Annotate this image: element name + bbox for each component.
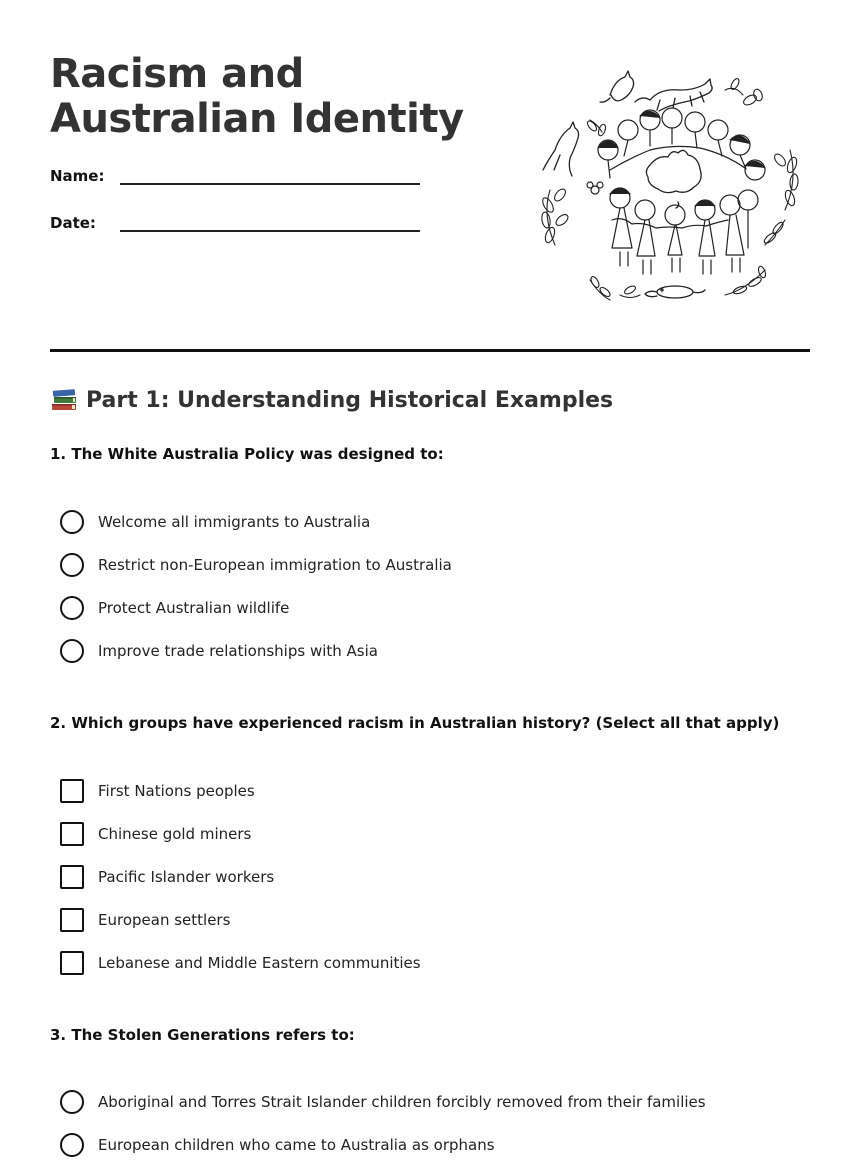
part1-heading (50, 387, 613, 413)
radio-button[interactable] (60, 553, 84, 577)
option-label: Improve trade relationships with Asia (98, 642, 378, 660)
q2-option-4[interactable] (60, 908, 230, 932)
option-label: Pacific Islander workers (98, 868, 275, 886)
q3-option-2[interactable] (60, 1133, 495, 1157)
worksheet-header (50, 52, 810, 352)
checkbox[interactable] (60, 779, 84, 803)
name-field-row (50, 165, 420, 185)
name-label: Name: (50, 167, 105, 185)
q2-option-3[interactable] (60, 865, 274, 889)
checkbox[interactable] (60, 951, 84, 975)
radio-button[interactable] (60, 596, 84, 620)
radio-button[interactable] (60, 639, 84, 663)
option-label: Aboriginal and Torres Strait Islander children forcibly removed from their families (98, 1093, 706, 1111)
header-divider (50, 349, 810, 352)
date-label: Date: (50, 214, 96, 232)
date-field-row (50, 212, 420, 232)
option-label: Restrict non-European immigration to Australia (98, 556, 452, 574)
option-label: Lebanese and Middle Eastern communities (98, 954, 421, 972)
platypus-icon (645, 286, 705, 298)
option-label: Chinese gold miners (98, 825, 252, 843)
wreath-leaves (541, 77, 799, 300)
books-icon (50, 387, 78, 413)
checkbox[interactable] (60, 865, 84, 889)
option-label: European settlers (98, 911, 231, 929)
q2-option-1[interactable] (60, 779, 255, 803)
q1-option-4[interactable] (60, 639, 378, 663)
dingo-icon (635, 79, 712, 111)
part1-title: Part 1: Understanding Historical Examples (86, 387, 614, 413)
page-title: Racism and Australian Identity (50, 51, 464, 142)
q2-option-2[interactable] (60, 822, 251, 846)
option-label: First Nations peoples (98, 782, 255, 800)
children-around-australia-illustration (540, 70, 800, 315)
checkbox[interactable] (60, 822, 84, 846)
q2-option-5[interactable] (60, 951, 421, 975)
date-field[interactable] (120, 212, 420, 232)
radio-button[interactable] (60, 510, 84, 534)
q3-option-1[interactable] (60, 1090, 706, 1114)
name-field[interactable] (120, 165, 420, 185)
question-2: 2. Which groups have experienced racism in Australian history? (Select all that apply) (50, 714, 780, 732)
radio-button[interactable] (60, 1133, 84, 1157)
q1-option-1[interactable] (60, 510, 370, 534)
q1-option-2[interactable] (60, 553, 452, 577)
question-1: 1. The White Australia Policy was designed to: (50, 445, 444, 463)
checkbox[interactable] (60, 908, 84, 932)
radio-button[interactable] (60, 1090, 84, 1114)
question-3: 3. The Stolen Generations refers to: (50, 1026, 355, 1044)
option-label: Protect Australian wildlife (98, 599, 290, 617)
option-label: European children who came to Australia as orphans (98, 1136, 495, 1154)
option-label: Welcome all immigrants to Australia (98, 513, 371, 531)
q1-option-3[interactable] (60, 596, 289, 620)
australia-map-icon (646, 150, 701, 192)
